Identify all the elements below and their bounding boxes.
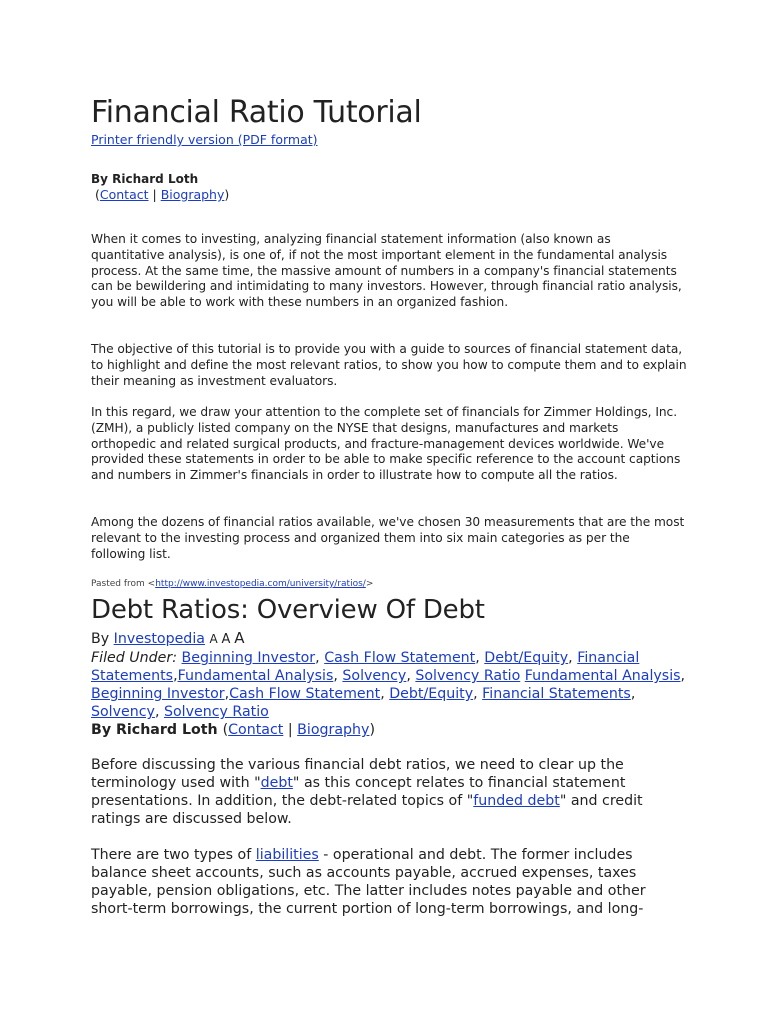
tag-link[interactable]: Fundamental Analysis [524, 668, 681, 684]
article-contact-link[interactable]: Contact [228, 722, 284, 738]
filed-under: Filed Under: Beginning Investor, Cash Flow Statement, Debt/Equity, Financial Statements,Fundamental Analysis, Solvency, Solvency Ratio Fundamental Analysis, Beginning Investor,Cash Flow Statement, Debt/Equity, Financial Statements, Solvency, Solvency Ratio [91, 650, 686, 720]
intro-paragraph-4: Among the dozens of financial ratios available, we've chosen 30 measurements that are the most relevant to the investing process and organized them into six main categories as per the following list. [91, 515, 685, 561]
tag-link[interactable]: Solvency [91, 704, 155, 720]
pasted-from-note [91, 577, 687, 591]
tag-link[interactable]: Debt/Equity [389, 686, 474, 702]
open-paren: ( [94, 187, 100, 202]
printer-friendly-link[interactable]: Printer friendly version (PDF format) [91, 132, 318, 147]
by-label: By [91, 631, 114, 647]
close-paren: ) [224, 187, 230, 202]
text-run: - operational and debt. The former includes balance sheet accounts, such as accounts payable, accrued expenses, taxes payable, pension obligations, etc. The latter includes notes payable and other short-term borrowings, the current portion of long-term borrowings, and long- [91, 847, 646, 917]
tag-link[interactable]: Debt/Equity [484, 650, 569, 666]
tag-link[interactable]: Fundamental Analysis [177, 668, 334, 684]
printer-friendly-row [91, 132, 687, 148]
article-paragraph-1 [91, 756, 687, 828]
investopedia-link[interactable]: Investopedia [113, 631, 205, 647]
tag-link[interactable]: Solvency [342, 668, 407, 684]
text-run: " and credit ratings are discussed below. [91, 793, 643, 827]
source-url-link[interactable]: http://www.investopedia.com/university/ratios/ [155, 579, 366, 589]
article-author-links: (Contact | Biography) [222, 722, 375, 738]
pasted-suffix: > [365, 579, 374, 589]
tag-link[interactable]: Financial Statements [91, 650, 640, 684]
tag-link[interactable]: Solvency Ratio [415, 668, 521, 684]
text-run: Before discussing the various financial debt ratios, we need to clear up the terminology used with " [91, 757, 624, 791]
article-biography-link[interactable]: Biography [297, 722, 370, 738]
article-author-line [91, 721, 687, 739]
tag-link[interactable]: Beginning Investor [91, 686, 225, 702]
liabilities-link[interactable]: liabilities [255, 847, 319, 863]
article-title: Debt Ratios: Overview Of Debt [91, 595, 485, 625]
font-medium-button[interactable]: A [221, 632, 231, 647]
tag-link[interactable]: Solvency Ratio [163, 704, 269, 720]
font-size-controls [209, 629, 245, 647]
author-byline: By Richard Loth [91, 172, 199, 186]
author-links [91, 187, 687, 203]
funded-debt-link[interactable]: funded debt [473, 793, 560, 809]
tag-link[interactable]: Beginning Investor [181, 650, 316, 666]
biography-link[interactable]: Biography [160, 187, 225, 202]
tag-link[interactable]: Financial Statements [482, 686, 631, 702]
font-large-button[interactable]: A [234, 629, 245, 647]
font-small-button[interactable]: A [209, 632, 218, 646]
filed-under-label: Filed Under: [91, 650, 178, 666]
text-run: There are two types of [91, 847, 256, 863]
text-run: " as this concept relates to financial statement presentations. In addition, the debt-related topics of " [91, 775, 626, 809]
intro-paragraph-1: When it comes to investing, analyzing financial statement information (also known as quantitative analysis), is one of, if not the most important element in the fundamental analysis process. At the same time, the massive amount of numbers in a company's financial statements can be bewildering and intimidating to many investors. However, through financial ratio analysis, you will be able to work with these numbers in an organized fashion. [91, 232, 682, 310]
article-author: By Richard Loth [91, 722, 218, 738]
intro-paragraph-3: In this regard, we draw your attention to the complete set of financials for Zimmer Holdings, Inc. (ZMH), a publicly listed company on the NYSE that designs, manufactures and markets orthopedic and related surgical products, and fracture-management devices worldwide. We've provided these statements in order to be able to make specific reference to the account captions and numbers in Zimmer's financials in order to illustrate how to compute all the ratios. [91, 405, 681, 483]
tag-link[interactable]: Cash Flow Statement [229, 686, 381, 702]
pasted-prefix: Pasted from < [91, 579, 156, 589]
debt-link[interactable]: debt [260, 775, 293, 791]
separator: | [148, 187, 161, 202]
page-title: Financial Ratio Tutorial [91, 95, 422, 130]
tag-link[interactable]: Cash Flow Statement [324, 650, 476, 666]
article-paragraph-2 [91, 846, 687, 918]
article-source-line [91, 629, 687, 649]
contact-link[interactable]: Contact [99, 187, 149, 202]
intro-paragraph-2: The objective of this tutorial is to provide you with a guide to sources of financial statement data, to highlight and define the most relevant ratios, to show you how to compute them and to explain their meaning as investment evaluators. [91, 342, 687, 388]
